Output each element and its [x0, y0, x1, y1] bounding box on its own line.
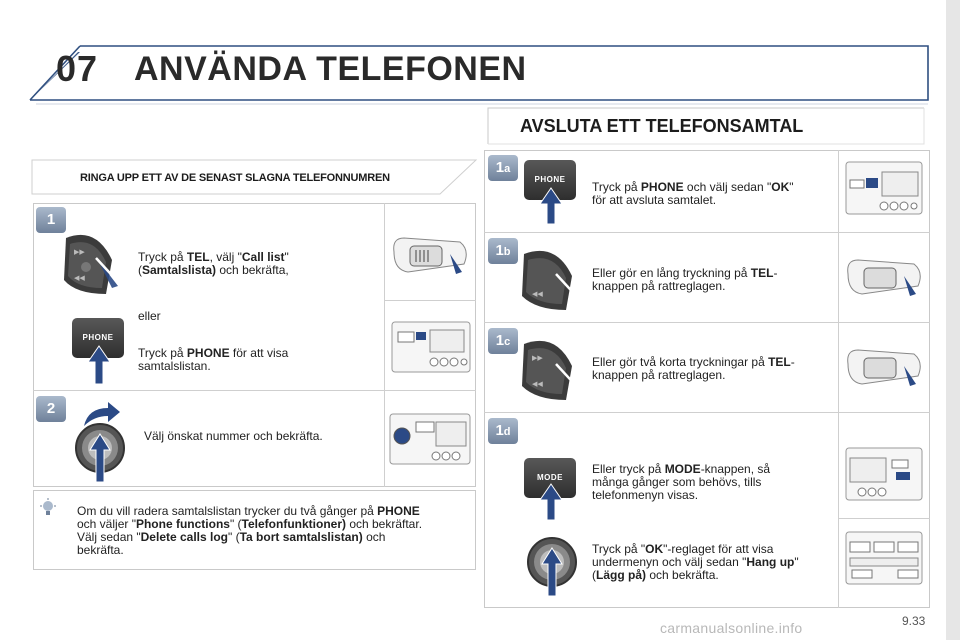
radio-unit-image: [388, 408, 472, 468]
radio-unit-image: [390, 318, 472, 376]
right-section-title: AVSLUTA ETT TELEFONSAMTAL: [520, 116, 804, 136]
step-1-instruction: Tryck på TEL, välj "Call list" (Samtalslista) och bekräfta,: [138, 250, 289, 277]
steering-stalk-image: [390, 230, 472, 284]
radio-unit-image: [844, 158, 924, 218]
step-1d-mode-instruction: Eller tryck på MODE-knappen, så många gånger som behövs, tills telefonmenyn visas.: [592, 462, 771, 502]
step-1d-ok-instruction: Tryck på "OK"-reglaget för att visa undermenyn och välj sedan "Hang up" (Lägg på) och bekräfta.: [592, 542, 799, 582]
step-1c-badge: 1c: [488, 328, 518, 354]
step-1a-badge: 1a: [488, 155, 518, 181]
step-1a-instruction: Tryck på PHONE och välj sedan "OK" för att avsluta samtalet.: [592, 180, 794, 207]
mode-button-icon: MODE: [524, 458, 576, 498]
steering-stalk-image: [844, 342, 926, 396]
divider: [484, 232, 930, 233]
steering-control-icon: [56, 230, 124, 298]
divider: [33, 390, 476, 391]
divider: [838, 518, 930, 519]
svg-text:◀◀: ◀◀: [532, 380, 543, 388]
arrow-up-icon: [538, 482, 564, 522]
svg-text:◀◀: ◀◀: [532, 290, 543, 298]
watermark: carmanualsonline.info: [660, 620, 803, 636]
svg-text:◀◀: ◀◀: [74, 274, 85, 282]
divider: [384, 300, 476, 301]
arrow-up-icon: [86, 344, 112, 386]
step-1-badge: 1: [36, 207, 66, 233]
step-1-phone-instruction: Tryck på PHONE för att visa samtalslistan.: [138, 346, 289, 373]
tip-text: Om du vill radera samtalslistan trycker du två gånger på PHONE och väljer "Phone functions" (Telefonfunktioner) och bekräftar. Välj sedan "Delete calls log" (Ta bort samtalslistan) och bekräfta.: [77, 504, 423, 557]
steering-control-icon: [516, 246, 584, 314]
eller-label: eller: [138, 309, 161, 323]
divider: [484, 412, 930, 413]
divider: [384, 203, 385, 487]
svg-text:▶▶: ▶▶: [74, 248, 85, 256]
lightbulb-icon: [38, 498, 58, 518]
svg-text:▶▶: ▶▶: [532, 354, 543, 362]
ok-dial-icon: [524, 534, 580, 598]
radio-unit-image: [844, 444, 924, 504]
arrow-up-icon: [538, 186, 564, 226]
radio-unit-image: [844, 528, 924, 588]
steering-control-icon: [516, 336, 584, 404]
ok-dial-icon: [72, 420, 128, 484]
chapter-number: 07: [56, 48, 99, 89]
page-number: 9.33: [902, 614, 926, 628]
step-1d-badge: 1d: [488, 418, 518, 444]
chapter-title: ANVÄNDA TELEFONEN: [134, 50, 527, 88]
divider: [838, 150, 839, 608]
step-1b-instruction: Eller gör en lång tryckning på TEL- knappen på rattreglagen.: [592, 266, 778, 293]
step-1c-instruction: Eller gör två korta tryckningar på TEL- knappen på rattreglagen.: [592, 355, 795, 382]
phone-button-icon: PHONE: [72, 318, 124, 358]
step-2-badge: 2: [36, 396, 66, 422]
steering-stalk-image: [844, 252, 926, 306]
step-2-instruction: Välj önskat nummer och bekräfta.: [144, 429, 323, 443]
step-1b-badge: 1b: [488, 238, 518, 264]
divider: [484, 322, 930, 323]
page-edge-stripe: [946, 0, 960, 640]
phone-button-icon: PHONE: [524, 160, 576, 200]
left-section-title: RINGA UPP ETT AV DE SENAST SLAGNA TELEFONNUMREN: [80, 172, 390, 184]
